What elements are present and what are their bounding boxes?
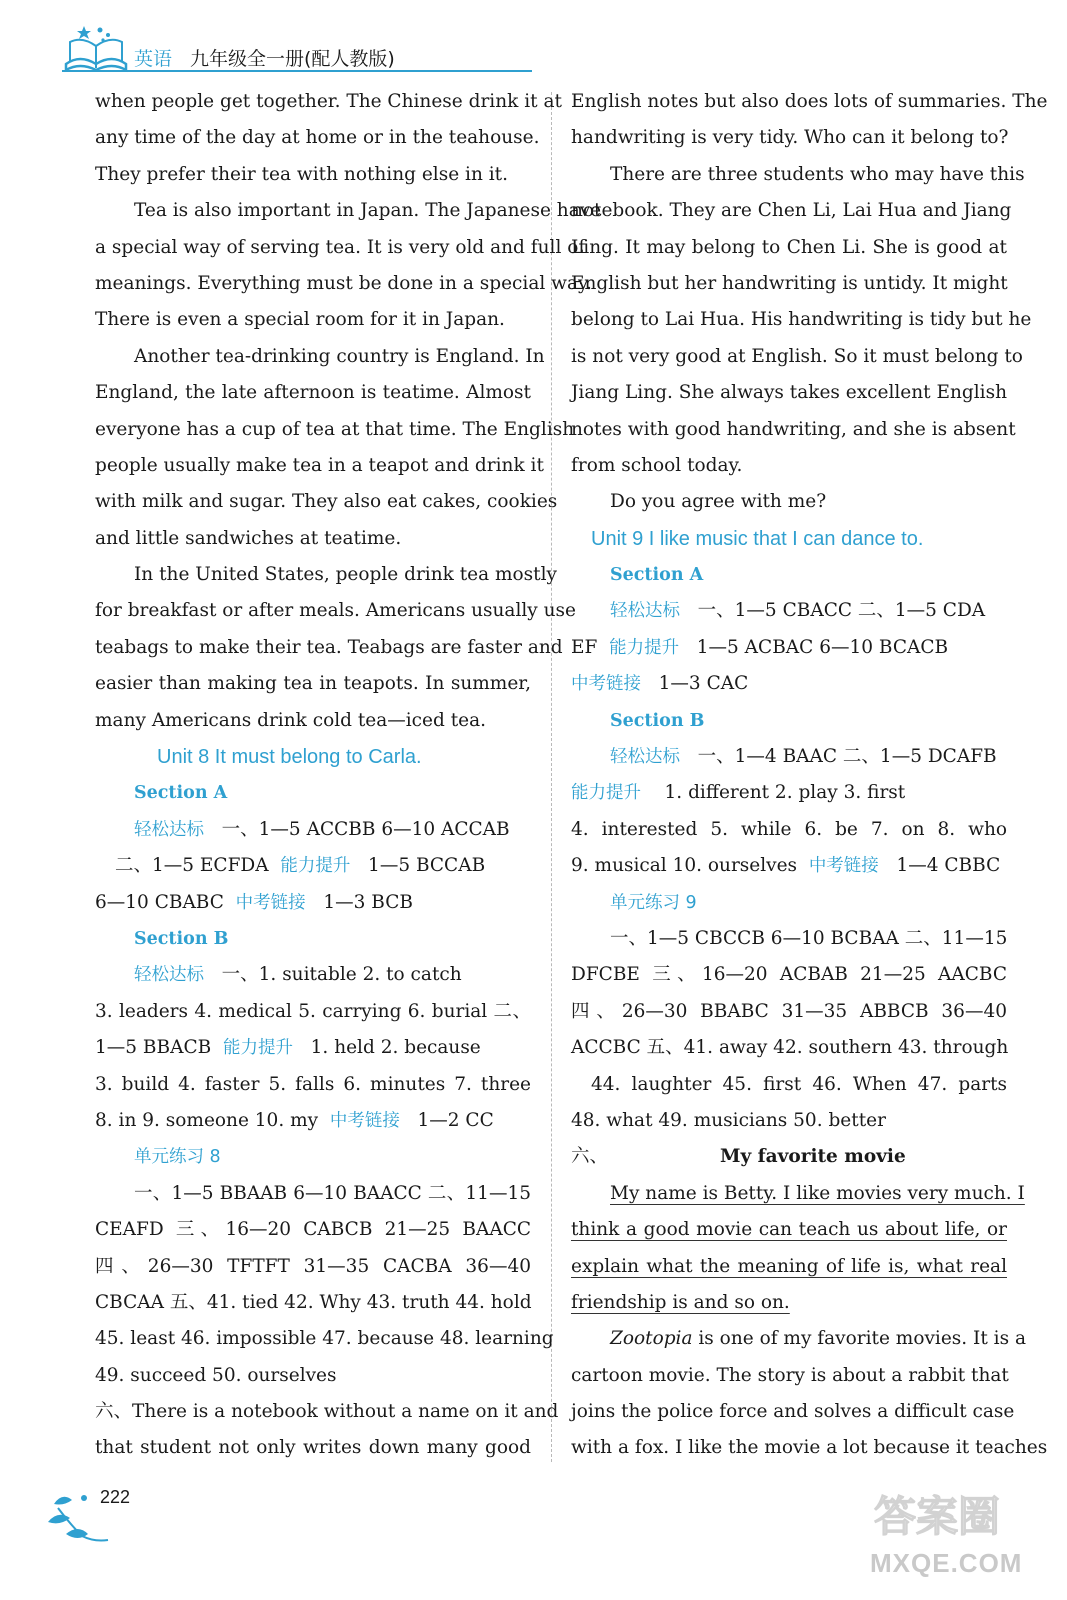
text-line: everyone has a cup of tea at that time. The English [95, 418, 575, 440]
page-number: 222 [100, 1487, 131, 1507]
answer-line: CEAFD 三、16—20 CABCB 21—25 BAACC [95, 1219, 531, 1241]
answer-line: 中考链接 1—3 CAC [571, 673, 749, 695]
text-line: any time of the day at home or in the teahouse. [95, 127, 540, 149]
composition-title: My favorite movie [720, 1146, 906, 1168]
text-line: There are three students who may have this [610, 163, 1025, 185]
answer-line: 轻松达标 一、1—5 CBACC 二、1—5 CDA [610, 600, 986, 622]
text-line: from school today. [571, 454, 743, 476]
answer-line: 6—10 CBABC 中考链接 1—3 BCB [95, 891, 413, 913]
section-a-heading: Section A [134, 783, 228, 804]
text-line: English but her handwriting is untidy. It might [571, 272, 1008, 294]
text-line: Jiang Ling. She always takes excellent English [571, 382, 1007, 404]
right-column [571, 84, 1048, 1467]
text-line: is not very good at English. So it must belong to [571, 345, 1023, 367]
answer-line: 1—5 BBACB 能力提升 1. held 2. because [95, 1037, 481, 1059]
answer-line: 二、1—5 ECFDA 能力提升 1—5 BCCAB [115, 855, 486, 877]
text-line: Do you agree with me? [610, 491, 827, 513]
answer-line: 六、There is a notebook without a name on it and [95, 1401, 559, 1423]
text-line: a special way of serving tea. It is very old and full of [95, 236, 586, 258]
answer-line: 44. laughter 45. first 46. When 47. parts [591, 1073, 1007, 1095]
answer-line: 8. in 9. someone 10. my 中考链接 1—2 CC [95, 1109, 494, 1131]
unit-exercise-8-heading: 单元练习 8 [134, 1147, 221, 1168]
answer-line: DFCBE 三、16—20 ACBAB 21—25 AACBC [571, 964, 1007, 986]
answer-line: 一、1—5 CBCCB 6—10 BCBAA 二、11—15 [610, 927, 1008, 949]
section-b-heading: Section B [134, 928, 229, 949]
text-line: In the United States, people drink tea mostly [134, 564, 557, 586]
answer-line: 一、1—5 BBAAB 6—10 BAACC 二、11—15 [134, 1182, 531, 1204]
text-line: There is even a special room for it in Japan. [95, 309, 505, 331]
answer-line: 能力提升 1. different 2. play 3. first [571, 782, 906, 804]
text-line: people usually make tea in a teapot and drink it [95, 454, 544, 476]
text-line: teabags to make their tea. Teabags are faster and [95, 636, 563, 658]
text-line: Ling. It may belong to Chen Li. She is good at [571, 236, 1007, 258]
answer-line: 48. what 49. musicians 50. better [571, 1109, 886, 1131]
watermark-url: MXQE.COM [870, 1548, 1023, 1578]
text-line: English notes but also does lots of summaries. The [571, 91, 1048, 112]
answer-line: 45. least 46. impossible 47. because 48. learning [95, 1328, 554, 1350]
page-header [62, 20, 532, 76]
answer-line: 轻松达标 一、1—5 ACCBB 6—10 ACCAB [134, 818, 510, 840]
text-line: many Americans drink cold tea—iced tea. [95, 709, 487, 731]
answer-line: 49. succeed 50. ourselves [95, 1364, 337, 1386]
answer-line: 3. build 4. faster 5. falls 6. minutes 7. three [95, 1073, 531, 1095]
answer-line: 9. musical 10. ourselves 中考链接 1—4 CBBC [571, 855, 1001, 877]
text-line: and little sandwiches at teatime. [95, 527, 402, 549]
text-line: belong to Lai Hua. His handwriting is tidy but he [571, 309, 1032, 331]
text-line: Tea is also important in Japan. The Japanese have [134, 200, 602, 222]
answer-line: CBCAA 五、41. tied 42. Why 43. truth 44. hold [95, 1291, 532, 1313]
text-line: easier than making tea in teapots. In summer, [95, 673, 531, 695]
text-line: notebook. They are Chen Li, Lai Hua and Jiang [571, 200, 1012, 222]
watermark-logo-text: 答案圈 [874, 1492, 1001, 1541]
header-book-title: 九年级全一册(配人教版) [190, 48, 395, 70]
text-line: with a fox. I like the movie a lot because it teaches [571, 1437, 1048, 1459]
answer-line: 四、26—30 TFTFT 31—35 CACBA 36—40 [95, 1255, 531, 1277]
text-line: handwriting is very tidy. Who can it belong to? [571, 127, 1009, 149]
unit-8-heading: Unit 8 It must belong to Carla. [157, 746, 422, 769]
text-line: for breakfast or after meals. Americans usually use [95, 600, 576, 622]
left-column [95, 84, 602, 1467]
text-line: friendship is and so on. [571, 1291, 790, 1313]
answer-line: EF 能力提升 1—5 ACBAC 6—10 BCACB [571, 636, 949, 658]
text-line: when people get together. The Chinese drink it at [95, 91, 562, 112]
text-line: They prefer their tea with nothing else in it. [95, 163, 508, 185]
answer-line: ACCBC 五、41. away 42. southern 43. through [571, 1037, 1009, 1059]
answer-line: 四、26—30 BBABC 31—35 ABBCB 36—40 [571, 1000, 1007, 1022]
answer-line: 4. interested 5. while 6. be 7. on 8. who [571, 818, 1007, 840]
answer-line: that student not only writes down many good [95, 1437, 531, 1459]
text-line: England, the late afternoon is teatime. Almost [95, 382, 531, 404]
header-rule [62, 70, 532, 72]
text-line: My name is Betty. I like movies very much. I [610, 1182, 1025, 1204]
open-book-logo-icon [62, 20, 130, 74]
answer-line: 轻松达标 一、1. suitable 2. to catch [134, 964, 462, 986]
text-line: Another tea-drinking country is England. In [134, 345, 545, 367]
text-line: cartoon movie. The story is about a rabbit that [571, 1364, 1009, 1386]
header-subject: 英语 [134, 48, 173, 70]
composition-title-line: 六、 My favorite movie [571, 1146, 906, 1168]
answer-line: 3. leaders 4. medical 5. carrying 6. burial 二、 [95, 1000, 531, 1022]
header-title [134, 44, 395, 71]
text-line: joins the police force and solves a difficult case [571, 1401, 1015, 1423]
section-a-heading: Section A [610, 565, 704, 586]
text-line: meanings. Everything must be done in a special way. [95, 272, 592, 294]
text-line: with milk and sugar. They also eat cakes, cookies [95, 491, 558, 513]
text-line: notes with good handwriting, and she is absent [571, 418, 1016, 440]
text-line: Zootopia is one of my favorite movies. It is a [610, 1328, 1026, 1350]
section-b-heading: Section B [610, 710, 705, 731]
unit-9-heading: Unit 9 I like music that I can dance to. [591, 527, 924, 550]
text-line: think a good movie can teach us about life, or [571, 1219, 1007, 1241]
column-divider [551, 92, 552, 1462]
answer-line: 轻松达标 一、1—4 BAAC 二、1—5 DCAFB [610, 746, 997, 768]
text-line: explain what the meaning of life is, what real [571, 1255, 1007, 1277]
unit-exercise-9-heading: 单元练习 9 [610, 892, 697, 913]
